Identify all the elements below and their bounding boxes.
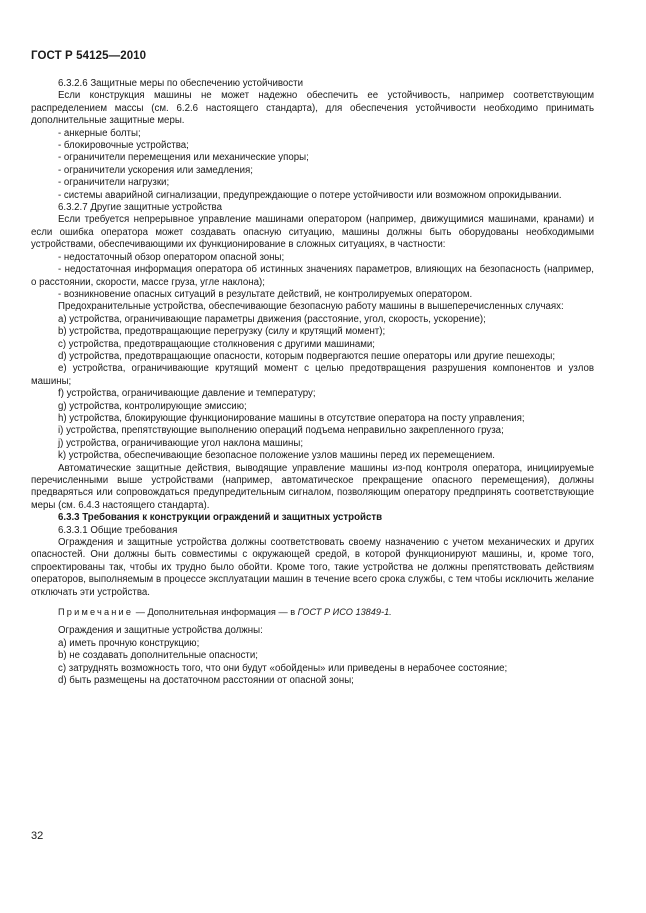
list-item: a) иметь прочную конструкцию; (58, 637, 200, 649)
list-item: f) устройства, ограничивающие давление и температуру; (58, 388, 316, 400)
section-heading: 6.3.3 Требования к конструкции ограждений и защитных устройств (58, 512, 383, 524)
list-item: - ограничители нагрузки; (58, 177, 170, 189)
list-item: j) устройства, ограничивающие угол наклона машины; (58, 437, 304, 449)
list-item: - недостаточный обзор оператором опасной зоны; (58, 251, 285, 263)
list-item: - блокировочные устройства; (58, 140, 189, 152)
paragraph: Автоматические защитные действия, выводящие управление машины из-под контроля оператора, инициируемые перечисленными выше устройствами (например, автоматическое прекращение опасного перемещения), должны предваряться или сопровождаться предупредительным сигналом, позволяющим оператору предпринять соответствующие меры (см. 6.4.3 настоящего стандарта). (31, 462, 594, 511)
note-label: Примечание (58, 607, 134, 618)
list-item: - ограничители ускорения или замедления; (58, 164, 253, 176)
note-text: — Дополнительная информация — в (133, 607, 298, 618)
note (31, 606, 594, 618)
list-item: c) устройства, предотвращающие столкновения с другими машинами; (58, 338, 375, 350)
list-item: - анкерные болты; (58, 127, 141, 139)
list-item: i) устройства, препятствующие выполнению операций подъема неправильно закрепленного груза; (58, 425, 504, 437)
section-heading: 6.3.3.1 Общие требования (58, 524, 178, 536)
paragraph: Предохранительные устройства, обеспечивающие безопасную работу машины в вышеперечисленных случаях: (58, 301, 564, 313)
page-number: 32 (31, 830, 44, 842)
list-item: - недостаточная информация оператора об истинных значениях параметров, влияющих на безопасность (например, о расстоянии, скорости, массе груза, угле наклона); (31, 264, 594, 288)
note-reference: ГОСТ Р ИСО 13849-1. (297, 607, 392, 618)
paragraph: Если требуется непрерывное управление машинами оператором (например, движущимися машинами, кранами) и если ошибка оператора может создавать опасную ситуацию, машины должны быть оборудованы необходимыми устройствами, обеспечивающими их функционирование в сложных ситуациях, в частности: (31, 214, 594, 251)
list-item: b) устройства, предотвращающие перегрузку (силу и крутящий момент); (58, 326, 386, 338)
section-heading: 6.3.2.7 Другие защитные устройства (58, 202, 222, 214)
paragraph: Если конструкция машины не может надежно обеспечить ее устойчивость, например соответствующим распределением массы (см. 6.2.6 настоящего стандарта), для обеспечения устойчивости необходимо принимать дополнительные защитные меры. (31, 90, 594, 127)
paragraph: Ограждения и защитные устройства должны: (58, 625, 263, 637)
list-item: - возникновение опасных ситуаций в результате действий, не контролируемых оператором. (58, 288, 473, 300)
list-item: d) устройства, предотвращающие опасности, которым подвергаются пешие операторы или другие пешеходы; (58, 350, 556, 362)
document-header: ГОСТ Р 54125—2010 (31, 50, 147, 62)
list-item: b) не создавать дополнительные опасности; (58, 650, 258, 662)
list-item: e) устройства, ограничивающие крутящий момент с целью предотвращения разрушения компонентов и узлов машины; (31, 363, 594, 387)
list-item: a) устройства, ограничивающие параметры движения (расстояние, угол, скорость, ускорение); (58, 313, 486, 325)
document-body (31, 78, 594, 688)
list-item: g) устройства, контролирующие эмиссию; (58, 400, 247, 412)
list-item: - ограничители перемещения или механические упоры; (58, 152, 309, 164)
list-item: c) затруднять возможность того, что они будут «обойдены» или приведены в нерабочее состояние; (58, 662, 508, 674)
list-item: - системы аварийной сигнализации, предупреждающие о потере устойчивости или возможном опрокидывании. (58, 189, 562, 201)
section-heading: 6.3.2.6 Защитные меры по обеспечению устойчивости (58, 78, 303, 89)
paragraph: Ограждения и защитные устройства должны соответствовать своему назначению с учетом механических и других опасностей. Они должны быть совместимы с окружающей средой, в которой функционируют машины, и, кроме того, спроектированы так, чтобы их трудно было обойти. Кроме того, такие устройства не должны препятствовать действиям операторов, выполняемым в процессе эксплуатации машин в течение всего срока службы, с тем чтобы исключить желание отключать эти устройства. (31, 537, 594, 598)
list-item: d) быть размещены на достаточном расстоянии от опасной зоны; (58, 675, 354, 687)
list-item: k) устройства, обеспечивающие безопасное положение узлов машины перед их перемещением. (58, 450, 495, 462)
list-item: h) устройства, блокирующие функционирование машины в отсутствие оператора на посту управления; (58, 412, 525, 424)
